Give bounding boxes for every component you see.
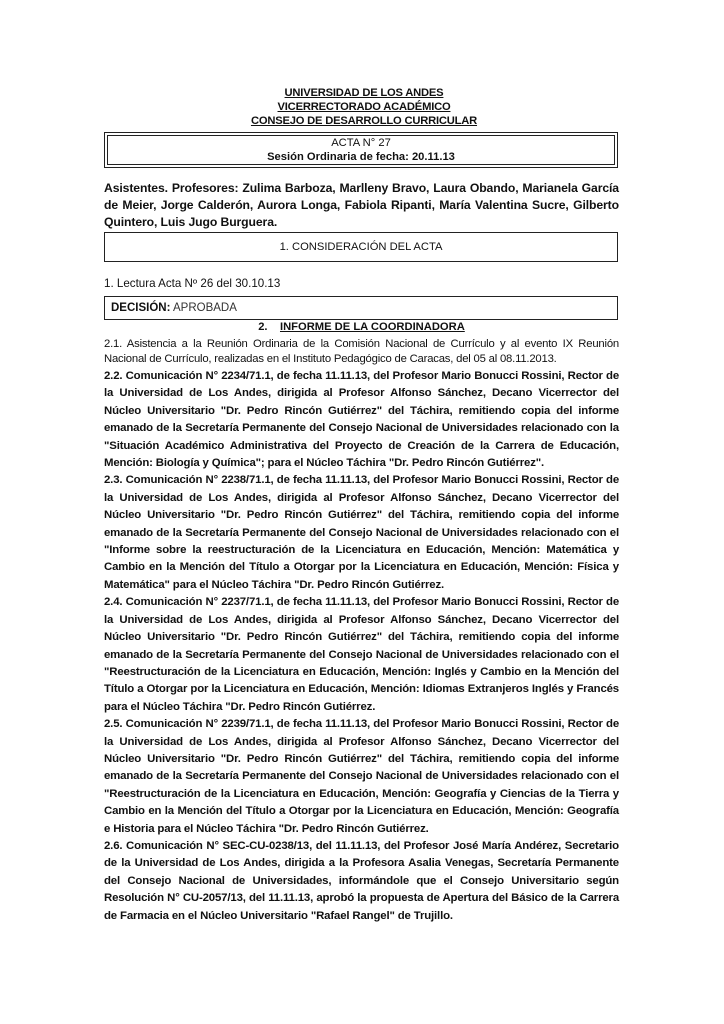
section-1-title: 1. CONSIDERACIÓN DEL ACTA: [104, 232, 618, 262]
section-2-number: 2.: [258, 321, 268, 333]
decision-value: APROBADA: [170, 302, 237, 314]
vicerrectorado-name: VICERRECTORADO ACADÉMICO: [277, 101, 451, 113]
item-2-5: [104, 716, 619, 838]
item-2-2-head: 2.2. Comunicación N° 2234/71.1,: [104, 370, 274, 382]
session-date: Sesión Ordinaria de fecha: 20.11.13: [267, 151, 455, 163]
item-2-2-body: de fecha 11.11.13, del Profesor Mario Bonucci Rossini, Rector de la Universidad de Los Andes, dirigida al Profesor Alfonso Sánchez, Decano Vicerrector del Núcleo Universitario "Dr. Pedro Rincón Gutiérrez" del Táchira, remitiendo copia del informe emanado de la Secretaría Permanente del Consejo Nacional de Universidades relacionado con la "Situación Académico Administrativa del Proyecto de Creación de la Carrera de Educación, Mención: Biología y Química"; para el Núcleo Táchira "Dr. Pedro Rincón Gutiérrez".: [104, 370, 619, 470]
attendees-paragraph: Asistentes. Profesores: Zulima Barboza, Marlleny Bravo, Laura Obando, Marianela García de Meier, Jorge Calderón, Aurora Longa, Fabiola Ripanti, María Valentina Sucre, Gilberto Quintero, Luis Jugo Burguera.: [104, 181, 619, 230]
document-page: [104, 86, 624, 922]
item-2-2: [104, 368, 619, 472]
item-2-4: [104, 594, 619, 716]
item-2-1: 2.1. Asistencia a la Reunión Ordinaria de la Comisión Nacional de Currículo y al evento IX Reunión Nacional de Currículo, realizadas en el Instituto Pedagógico de Caracas, del 05 al 08.11.2013.: [104, 338, 619, 365]
decision-box: [104, 296, 618, 320]
item-2-6: [104, 838, 619, 925]
item-2-3: [104, 472, 619, 594]
item-2-6-head: 2.6. Comunicación N° SEC-CU-0238/13,: [104, 839, 313, 852]
item-2-5-body: de fecha 11.11.13, del Profesor Mario Bonucci Rossini, Rector de la Universidad de Los Andes, dirigida al Profesor Alfonso Sánchez, Decano Vicerrector del Núcleo Universitario "Dr. Pedro Rincón Gutiérrez" del Táchira, remitiendo copia del informe emanado de la Secretaría Permanente del Consejo Nacional de Universidades relacionado con el "Reestructuración de la Licenciatura en Educación, Mención: Geografía y Ciencias de la Tierra y Cambio en la Mención del Título a Otorgar por la Licenciatura en Educación, Mención: Geografía e Historia para el Núcleo Táchira "Dr. Pedro Rincón Gutiérrez.: [104, 718, 619, 835]
decision-label: DECISIÓN:: [111, 302, 171, 314]
item-2-3-body: de fecha 11.11.13, del Profesor Mario Bonucci Rossini, Rector de la Universidad de Los Andes, dirigida al Profesor Alfonso Sánchez, Decano Vicerrector del Núcleo Universitario "Dr. Pedro Rincón Gutiérrez" del Táchira, remitiendo copia del informe emanado de la Secretaría Permanente del Consejo Nacional de Universidades relacionado con el "Informe sobre la reestructuración de la Licenciatura en Educación, Mención: Matemática y Cambio en la Mención del Título a Otorgar por la Licenciatura en Educación, Mención: Física y Matemática" para el Núcleo Táchira "Dr. Pedro Rincón Gutiérrez.: [104, 474, 619, 591]
item-2-4-head: 2.4. Comunicación N° 2237/71.1,: [104, 596, 274, 609]
communications-list: [104, 368, 619, 925]
consejo-name: CONSEJO DE DESARROLLO CURRICULAR: [250, 115, 478, 127]
acta-inner-box: [107, 135, 615, 165]
section-2-heading: [104, 320, 619, 334]
university-name: UNIVERSIDAD DE LOS ANDES: [284, 87, 444, 99]
item-2-6-body: del 11.11.13, del Profesor José María Andérez, Secretario de la Universidad de Los Andes, dirigida a la Profesora Asalia Venegas, Secretaría Permanente del Consejo Nacional de Universidades, informándole que el Consejo Universitario según Resolución N° CU-2057/13, del 11.11.13, aprobó la propuesta de Apertura del Básico de la Carrera de Farmacia en el Núcleo Universitario "Rafael Rangel" de Trujillo.: [104, 839, 619, 922]
item-2-4-body: de fecha 11.11.13, del Profesor Mario Bonucci Rossini, Rector de la Universidad de Los Andes, dirigida al Profesor Alfonso Sánchez, Decano Vicerrector del Núcleo Universitario "Dr. Pedro Rincón Gutiérrez" del Táchira, remitiendo copia del informe emanado de la Secretaría Permanente del Consejo Nacional de Universidades relacionado con el "Reestructuración de la Licenciatura en Educación, Mención: Inglés y Cambio en la Mención del Título a Otorgar por la Licenciatura en Educación, Mención: Idiomas Extranjeros Inglés y Francés para el Núcleo Táchira "Dr. Pedro Rincón Gutiérrez.: [104, 596, 619, 713]
acta-box: [104, 132, 618, 168]
item-2-5-head: 2.5. Comunicación N° 2239/71.1,: [104, 718, 274, 731]
acta-number: ACTA N° 27: [331, 137, 391, 149]
section-2-title: INFORME DE LA COORDINADORA: [279, 321, 465, 333]
lectura-item: 1. Lectura Acta Nº 26 del 30.10.13: [104, 277, 281, 290]
item-2-3-head: 2.3. Comunicación N° 2238/71.1,: [104, 474, 274, 487]
